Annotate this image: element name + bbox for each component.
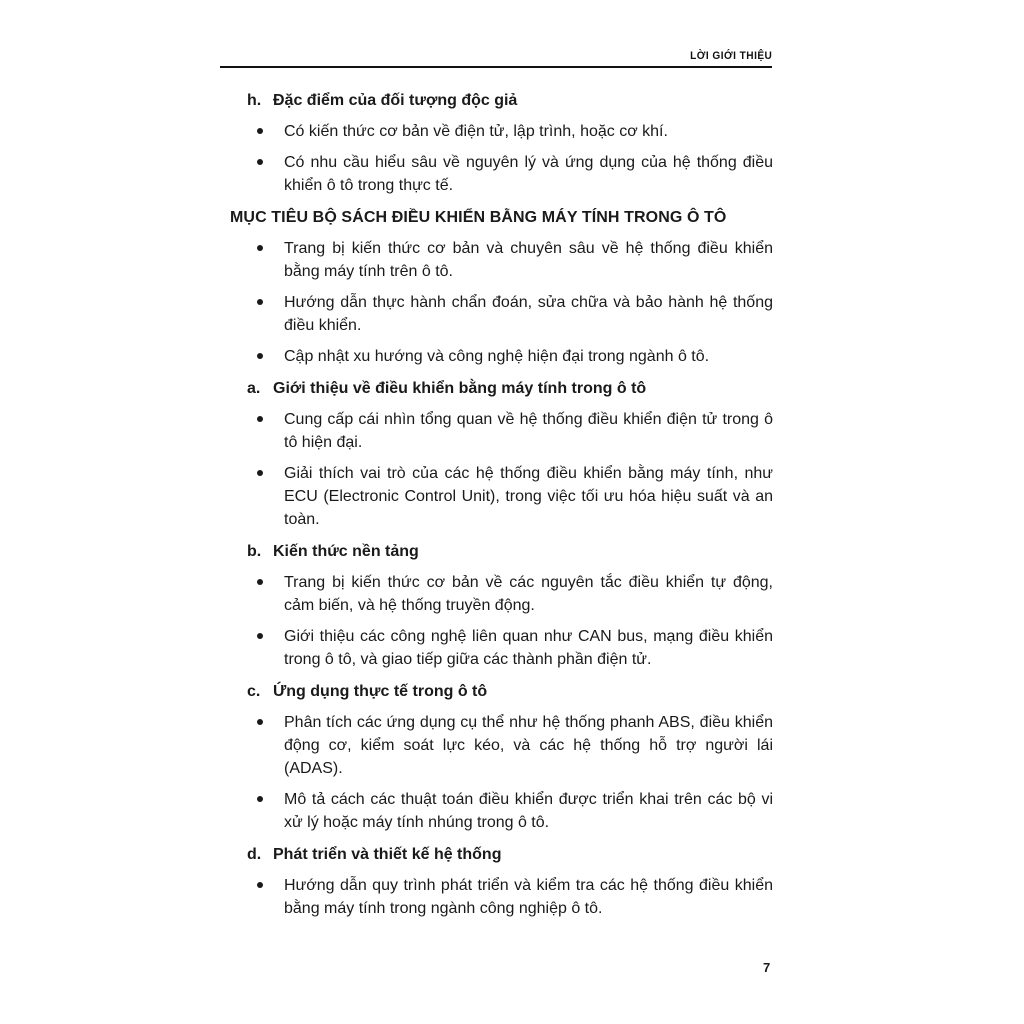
section-heading <box>230 844 775 866</box>
section-h <box>230 90 775 197</box>
bullet-list <box>230 711 775 834</box>
bullet-icon <box>257 353 263 359</box>
header-rule <box>220 66 772 68</box>
bullet-icon <box>257 882 263 888</box>
list-item <box>230 120 775 143</box>
section-marker: c. <box>247 683 261 700</box>
section-title: Kiến thức nền tảng <box>273 543 419 560</box>
section-title: Ứng dụng thực tế trong ô tô <box>273 683 488 700</box>
page-content <box>230 90 775 920</box>
bullet-text: Hướng dẫn quy trình phát triển và kiểm tra các hệ thống điều khiển bằng máy tính trong ngành công nghiệp ô tô. <box>284 877 773 917</box>
bullet-icon <box>257 416 263 422</box>
bullet-list <box>230 874 775 920</box>
list-item <box>230 151 775 197</box>
bullet-list <box>230 120 775 197</box>
list-item <box>230 345 775 368</box>
bullet-list <box>230 571 775 671</box>
list-item <box>230 711 775 780</box>
bullet-icon <box>257 245 263 251</box>
list-item <box>230 571 775 617</box>
bullet-text: Có nhu cầu hiểu sâu về nguyên lý và ứng dụng của hệ thống điều khiển ô tô trong thực tế. <box>284 154 773 194</box>
bullet-text: Giới thiệu các công nghệ liên quan như CAN bus, mạng điều khiển trong ô tô, và giao tiếp giữa các thành phần điện tử. <box>284 628 773 668</box>
bullet-icon <box>257 579 263 585</box>
bullet-text: Mô tả cách các thuật toán điều khiển được triển khai trên các bộ vi xử lý hoặc máy tính nhúng trong ô tô. <box>284 791 773 831</box>
section-a <box>230 378 775 531</box>
bullet-icon <box>257 719 263 725</box>
bullet-icon <box>257 299 263 305</box>
bullet-text: Trang bị kiến thức cơ bản và chuyên sâu về hệ thống điều khiển bằng máy tính trên ô tô. <box>284 240 773 280</box>
page-number: 7 <box>763 960 771 975</box>
section-marker: d. <box>247 846 262 863</box>
section-title: Giới thiệu về điều khiển bằng máy tính trong ô tô <box>273 380 647 397</box>
bullet-text: Cập nhật xu hướng và công nghệ hiện đại trong ngành ô tô. <box>284 348 710 365</box>
list-item <box>230 625 775 671</box>
section-title: Phát triển và thiết kế hệ thống <box>273 846 502 863</box>
bullet-text: Phân tích các ứng dụng cụ thể như hệ thống phanh ABS, điều khiển động cơ, kiểm soát lực kéo, và các hệ thống hỗ trợ người lái (ADAS). <box>284 714 773 777</box>
section-heading <box>230 541 775 563</box>
bullet-icon <box>257 796 263 802</box>
section-b <box>230 541 775 671</box>
section-heading <box>230 378 775 400</box>
section-title: Đặc điểm của đối tượng độc giả <box>273 92 518 109</box>
list-item <box>230 237 775 283</box>
list-item <box>230 291 775 337</box>
section-heading <box>230 681 775 703</box>
bullet-list <box>230 237 775 368</box>
bullet-text: Trang bị kiến thức cơ bản về các nguyên tắc điều khiển tự động, cảm biến, và hệ thống truyền động. <box>284 574 773 614</box>
bullet-icon <box>257 159 263 165</box>
list-item <box>230 462 775 531</box>
bullet-text: Cung cấp cái nhìn tổng quan về hệ thống điều khiển điện tử trong ô tô hiện đại. <box>284 411 773 451</box>
section-marker: h. <box>247 92 262 109</box>
section-c <box>230 681 775 834</box>
running-head: LỜI GIỚI THIỆU <box>689 50 772 62</box>
section-marker: a. <box>247 380 261 397</box>
bullet-icon <box>257 470 263 476</box>
section-heading <box>230 207 775 229</box>
bullet-icon <box>257 128 263 134</box>
list-item <box>230 408 775 454</box>
bullet-icon <box>257 633 263 639</box>
bullet-text: Có kiến thức cơ bản về điện tử, lập trình, hoặc cơ khí. <box>284 123 668 140</box>
section-d <box>230 844 775 920</box>
bullet-text: Hướng dẫn thực hành chẩn đoán, sửa chữa và bảo hành hệ thống điều khiển. <box>284 294 773 334</box>
section-title: MỤC TIÊU BỘ SÁCH ĐIỀU KHIỂN BẰNG MÁY TÍNH TRONG Ô TÔ <box>230 209 727 226</box>
section-objectives <box>230 207 775 368</box>
section-marker: b. <box>247 543 262 560</box>
bullet-text: Giải thích vai trò của các hệ thống điều khiển bằng máy tính, như ECU (Electronic Control Unit), trong việc tối ưu hóa hiệu suất và an toàn. <box>284 465 773 528</box>
list-item <box>230 874 775 920</box>
bullet-list <box>230 408 775 531</box>
section-heading <box>230 90 775 112</box>
list-item <box>230 788 775 834</box>
